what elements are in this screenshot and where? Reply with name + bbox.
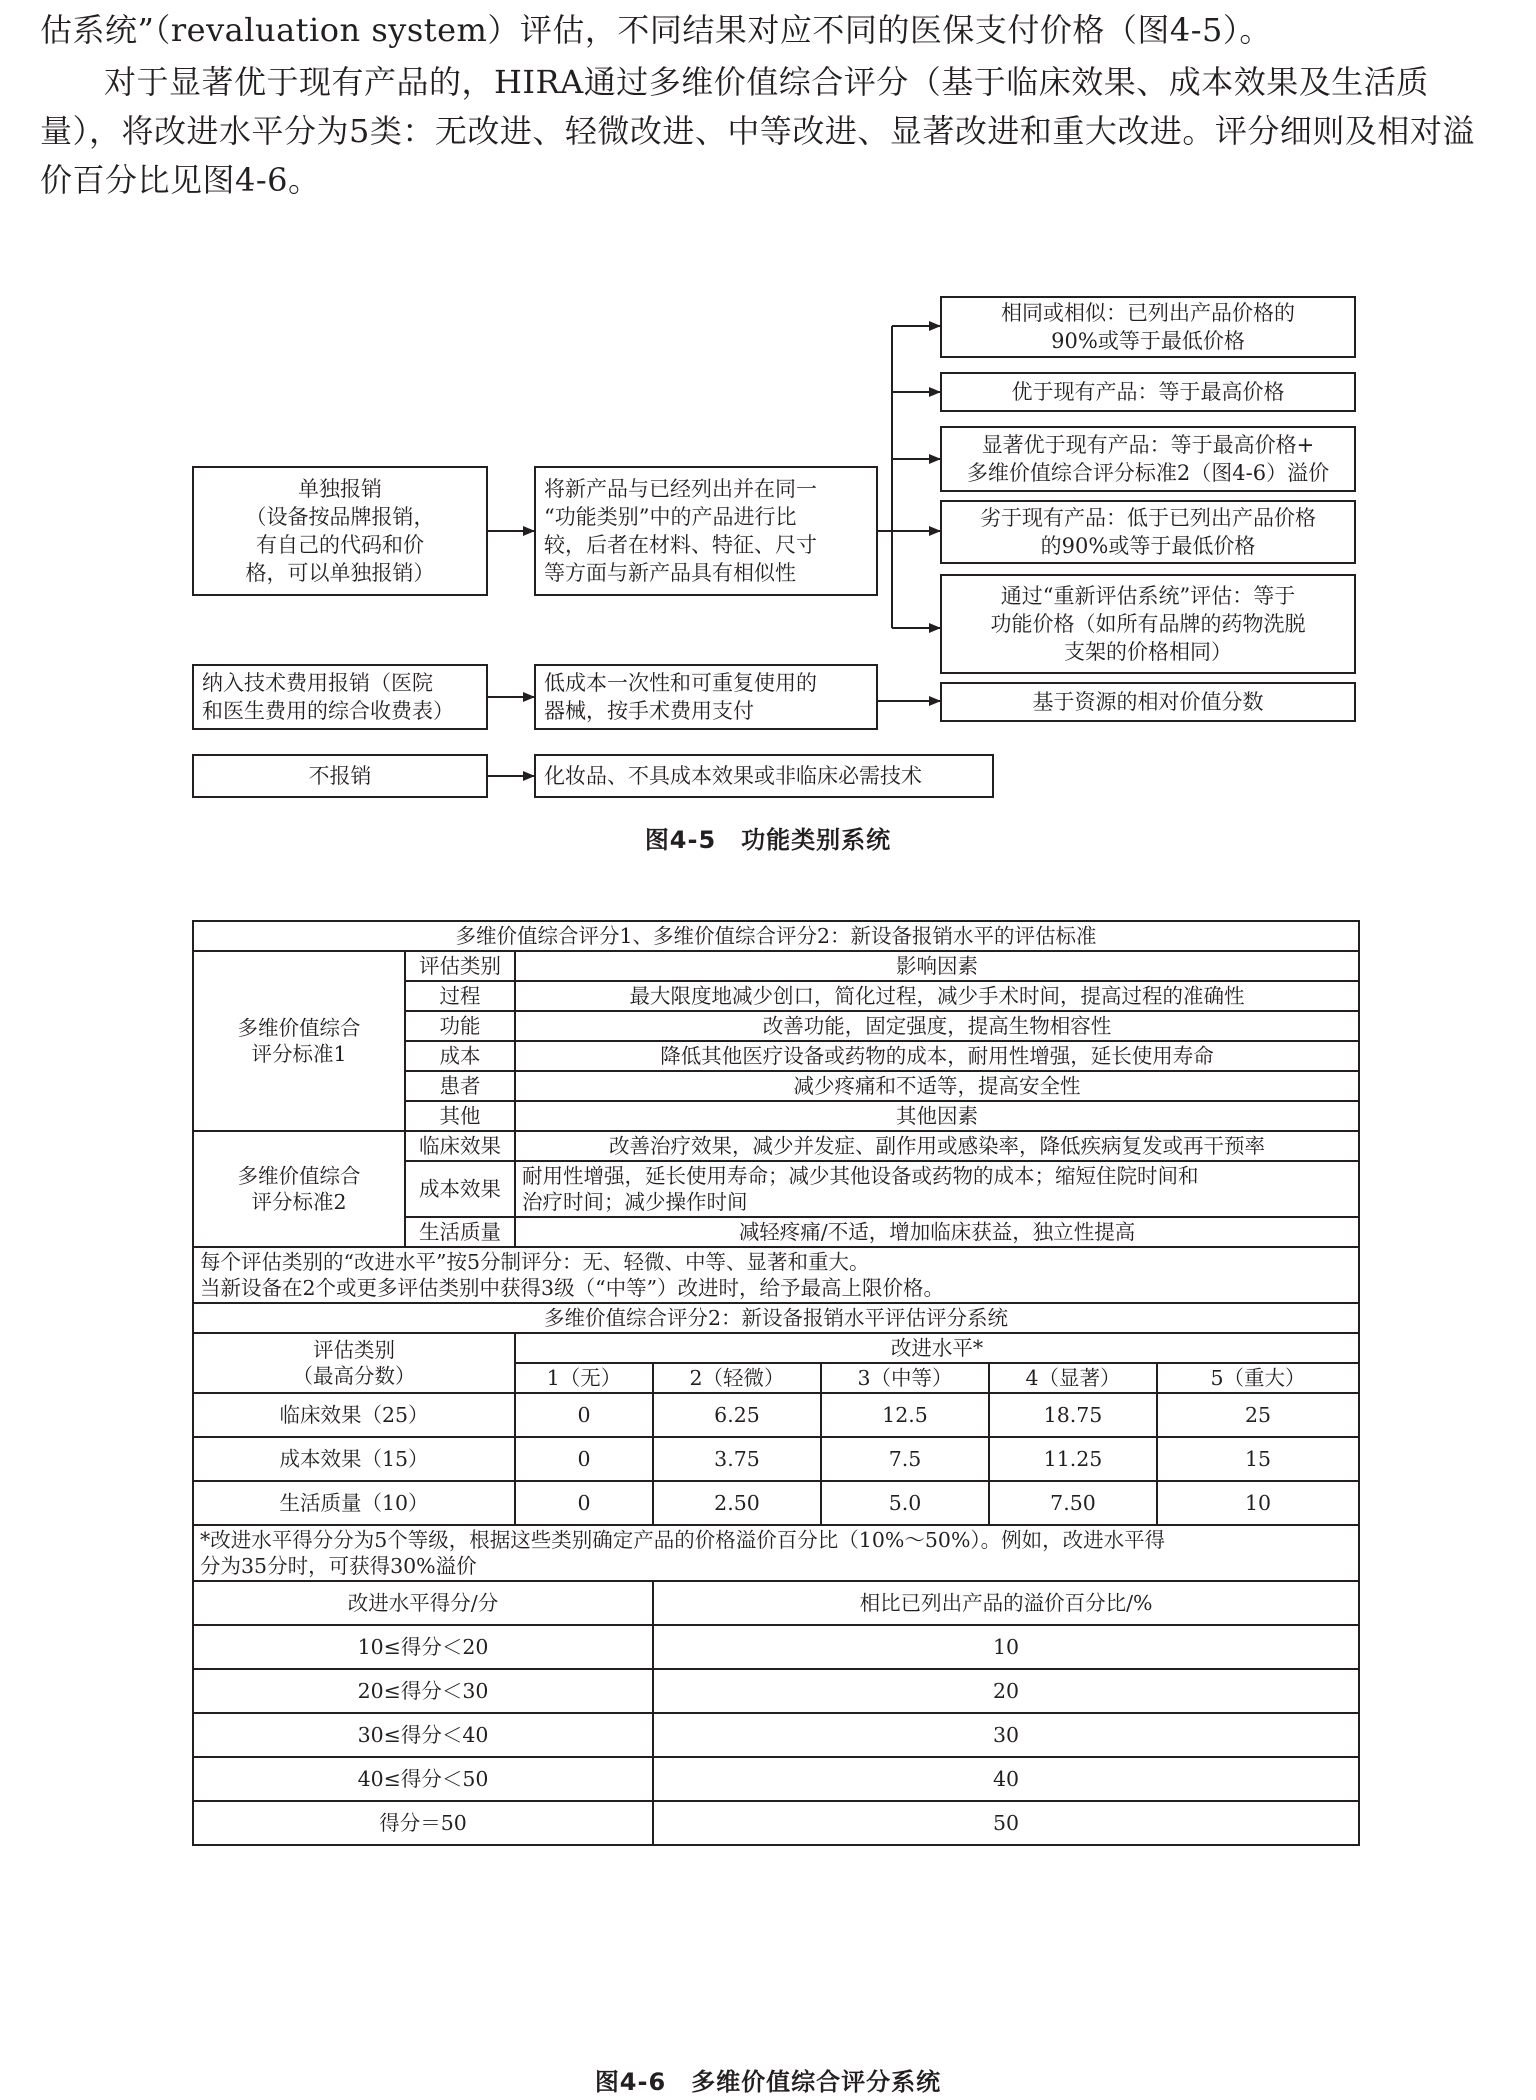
premium-range-cell: 30≤得分＜40 (193, 1713, 653, 1757)
criterion2-label: 多维价值综合 评分标准2 (193, 1131, 405, 1247)
column-header-factors: 影响因素 (515, 951, 1359, 981)
category-cell: 临床效果 (405, 1131, 515, 1161)
factors-cell: 降低其他医疗设备或药物的成本，耐用性增强，延长使用寿命 (515, 1041, 1359, 1071)
premium-range-cell: 40≤得分＜50 (193, 1757, 653, 1801)
score-category-cell: 成本效果（15） (193, 1437, 515, 1481)
factors-cell: 最大限度地减少创口，简化过程，减少手术时间，提高过程的准确性 (515, 981, 1359, 1011)
not-reimbursed-description-box: 化妆品、不具成本效果或非临床必需技术 (534, 754, 994, 798)
score-cell: 12.5 (821, 1393, 989, 1437)
score-cell: 6.25 (653, 1393, 821, 1437)
category-cell: 过程 (405, 981, 515, 1011)
category-cell: 患者 (405, 1071, 515, 1101)
figure-4-5-caption: 图4-5 功能类别系统 (644, 826, 892, 854)
premium-percent-cell: 30 (653, 1713, 1359, 1757)
category-cell: 成本效果 (405, 1161, 515, 1217)
score-category-cell: 生活质量（10） (193, 1481, 515, 1525)
category-cell: 成本 (405, 1041, 515, 1071)
table-row (193, 1131, 1359, 1161)
score-cell: 0 (515, 1481, 653, 1525)
level-header: 1（无） (515, 1363, 653, 1393)
table-row (193, 1757, 1359, 1801)
table-row (193, 1669, 1359, 1713)
score-cell: 3.75 (653, 1437, 821, 1481)
score-cell: 18.75 (989, 1393, 1157, 1437)
category-cell: 生活质量 (405, 1217, 515, 1247)
figure-4-6-caption: 图4-6 多维价值综合评分系统 (594, 2068, 942, 2096)
score-header-level: 改进水平* (515, 1333, 1359, 1363)
premium-percent-cell: 50 (653, 1801, 1359, 1845)
scoring-note: 每个评估类别的“改进水平”按5分制评分：无、轻微、中等、显著和重大。 当新设备在2个或更多评估类别中获得3级（“中等”）改进时，给予最高上限价格。 (193, 1247, 1359, 1303)
premium-range-cell: 20≤得分＜30 (193, 1669, 653, 1713)
factors-cell: 改善功能，固定强度，提高生物相容性 (515, 1011, 1359, 1041)
outcome-better-box: 优于现有产品：等于最高价格 (940, 372, 1356, 412)
outcome-significantly-better-box: 显著优于现有产品：等于最高价格+ 多维价值综合评分标准2（图4-6）溢价 (940, 426, 1356, 492)
factors-cell: 其他因素 (515, 1101, 1359, 1131)
table-row (193, 1393, 1359, 1437)
score-cell: 10 (1157, 1481, 1359, 1525)
technical-fee-description-box: 低成本一次性和可重复使用的 器械，按手术费用支付 (534, 664, 878, 730)
rbrvs-box: 基于资源的相对价值分数 (940, 682, 1356, 722)
table-title: 多维价值综合评分1、多维价值综合评分2：新设备报销水平的评估标准 (193, 921, 1359, 951)
body-paragraph-1: 估系统”（revaluation system）评估，不同结果对应不同的医保支付价格（图4-5）。 (40, 11, 1272, 49)
level-header: 3（中等） (821, 1363, 989, 1393)
score-cell: 2.50 (653, 1481, 821, 1525)
table-row (193, 1625, 1359, 1669)
outcome-same-or-similar-box: 相同或相似：已列出产品价格的 90%或等于最低价格 (940, 296, 1356, 358)
figure-4-5-flowchart (0, 0, 1536, 820)
category-cell: 功能 (405, 1011, 515, 1041)
score-cell: 25 (1157, 1393, 1359, 1437)
premium-range-cell: 10≤得分＜20 (193, 1625, 653, 1669)
score-header-category: 评估类别 （最高分数） (193, 1333, 515, 1393)
score-cell: 0 (515, 1437, 653, 1481)
category-cell: 其他 (405, 1101, 515, 1131)
column-header-category: 评估类别 (405, 951, 515, 981)
factors-cell: 减轻疼痛/不适，增加临床获益，独立性提高 (515, 1217, 1359, 1247)
figure-4-6-table (192, 920, 1360, 1846)
score-category-cell: 临床效果（25） (193, 1393, 515, 1437)
premium-header-score: 改进水平得分/分 (193, 1581, 653, 1625)
technical-fee-box: 纳入技术费用报销（医院 和医生费用的综合收费表） (192, 664, 488, 730)
score-cell: 7.50 (989, 1481, 1157, 1525)
outcome-revaluation-box: 通过“重新评估系统”评估：等于 功能价格（如所有品牌的药物洗脱 支架的价格相同） (940, 574, 1356, 674)
premium-percent-cell: 20 (653, 1669, 1359, 1713)
not-reimbursed-box: 不报销 (192, 754, 488, 798)
score-cell: 7.5 (821, 1437, 989, 1481)
factors-cell: 减少疼痛和不适等，提高安全性 (515, 1071, 1359, 1101)
score-cell: 11.25 (989, 1437, 1157, 1481)
score-cell: 0 (515, 1393, 653, 1437)
premium-percent-cell: 40 (653, 1757, 1359, 1801)
table-row (193, 1801, 1359, 1845)
factors-cell: 改善治疗效果，减少并发症、副作用或感染率，降低疾病复发或再干预率 (515, 1131, 1359, 1161)
score-cell: 15 (1157, 1437, 1359, 1481)
body-paragraph-2: 对于显著优于现有产品的，HIRA通过多维价值综合评分（基于临床效果、成本效果及生活质量），将改进水平分为5类：无改进、轻微改进、中等改进、显著改进和重大改进。评分细则及相对溢价百分比见图4-6。 (40, 63, 1475, 199)
premium-header-percent: 相比已列出产品的溢价百分比/% (653, 1581, 1359, 1625)
factors-cell: 耐用性增强，延长使用寿命；减少其他设备或药物的成本；缩短住院时间和 治疗时间；减少操作时间 (515, 1161, 1359, 1217)
premium-range-cell: 得分＝50 (193, 1801, 653, 1845)
criterion1-label: 多维价值综合 评分标准1 (193, 951, 405, 1131)
level-header: 2（轻微） (653, 1363, 821, 1393)
level-header: 4（显著） (989, 1363, 1157, 1393)
table-row (193, 1481, 1359, 1525)
compare-functional-category-box: 将新产品与已经列出并在同一 “功能类别”中的产品进行比 较，后者在材料、特征、尺寸 等方面与新产品具有相似性 (534, 466, 878, 596)
premium-note: *改进水平得分分为5个等级，根据这些类别确定产品的价格溢价百分比（10%～50%）。例如，改进水平得 分为35分时，可获得30%溢价 (193, 1525, 1359, 1581)
separate-reimbursement-box: 单独报销 （设备按品牌报销， 有自己的代码和价 格，可以单独报销） (192, 466, 488, 596)
score-system-title: 多维价值综合评分2：新设备报销水平评估评分系统 (193, 1303, 1359, 1333)
premium-percent-cell: 10 (653, 1625, 1359, 1669)
level-header: 5（重大） (1157, 1363, 1359, 1393)
table-row (193, 1713, 1359, 1757)
score-cell: 5.0 (821, 1481, 989, 1525)
table-row (193, 1437, 1359, 1481)
outcome-inferior-box: 劣于现有产品：低于已列出产品价格 的90%或等于最低价格 (940, 500, 1356, 564)
